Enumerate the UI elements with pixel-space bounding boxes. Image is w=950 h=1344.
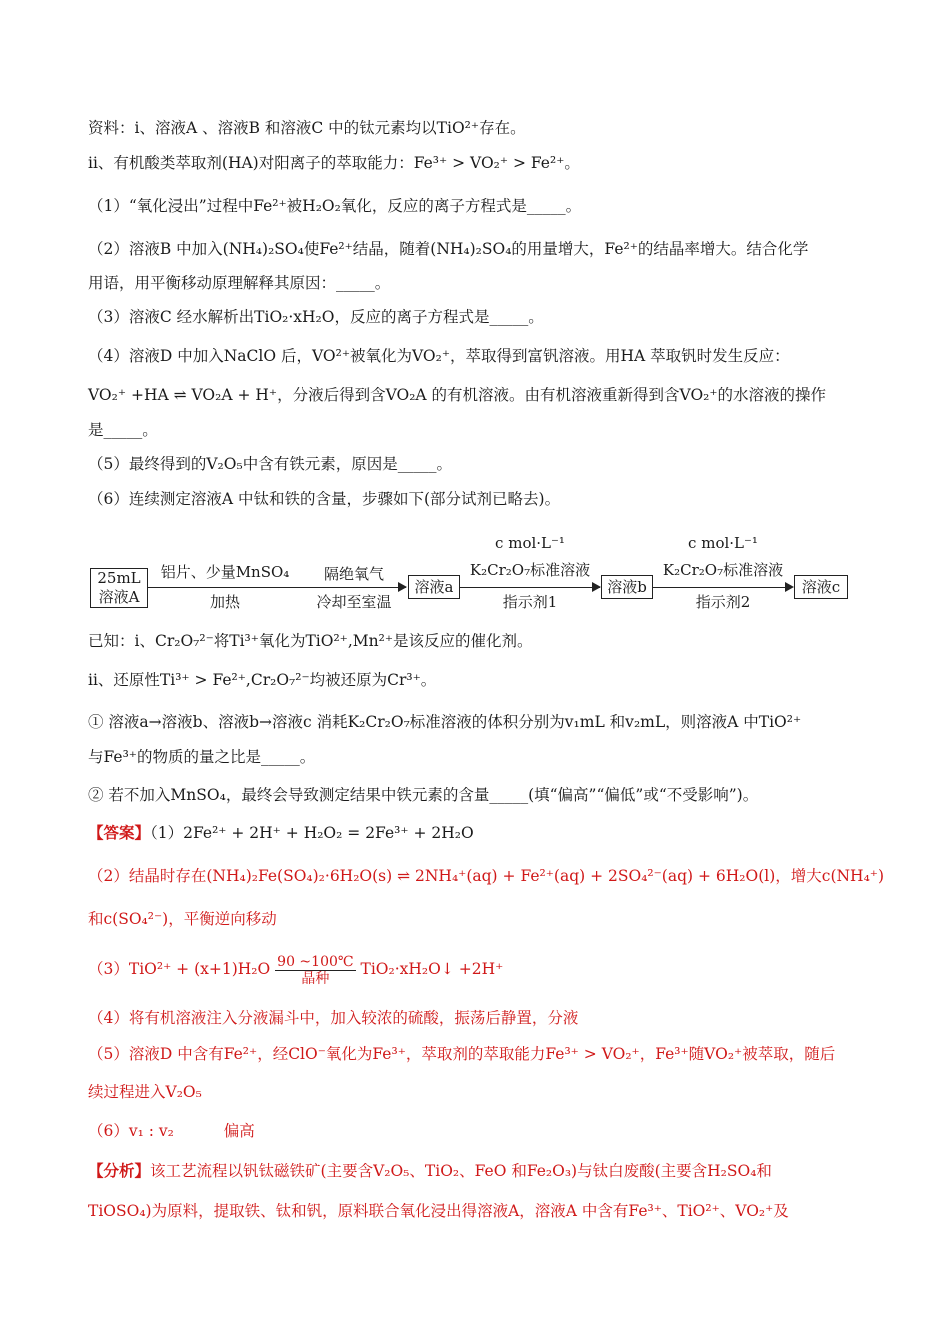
flow-label: 指示剂2	[695, 593, 751, 611]
answer-1: 【答案】（1）2Fe²⁺ + 2H⁺ + H₂O₂ = 2Fe³⁺ + 2H₂O	[88, 823, 474, 842]
flow-label: K₂Cr₂O₇标准溶液	[469, 561, 591, 579]
subquestion-1: ① 溶液a→溶液b、溶液b→溶液c 消耗K₂Cr₂O₇标准溶液的体积分别为v₁mL 和v₂mL，则溶液A 中TiO²⁺	[88, 713, 802, 731]
answer-4: （4）将有机溶液注入分液漏斗中，加入较浓的硫酸，振荡后静置，分液	[88, 1009, 579, 1027]
text-line: 资料：ⅰ、溶液A 、溶液B 和溶液C 中的钛元素均以TiO²⁺存在。	[88, 119, 526, 137]
flow-label: 加热	[209, 593, 240, 611]
flow-box-solution-a-lower: 溶液a	[408, 575, 460, 599]
text-line: 是_____。	[88, 421, 158, 439]
known-i: 已知：ⅰ、Cr₂O₇²⁻将Ti³⁺氧化为TiO²⁺,Mn²⁺是该反应的催化剂。	[88, 632, 533, 650]
flow-label: 铝片、少量MnSO₄	[160, 563, 290, 581]
flow-label: 冷却至室温	[316, 593, 392, 611]
flow-diagram	[88, 528, 868, 628]
flow-label: K₂Cr₂O₇标准溶液	[662, 561, 784, 579]
question-4: （4）溶液D 中加入NaClO 后，VO²⁺被氧化为VO₂⁺，萃取得到富钒溶液。用HA 萃取钒时发生反应：	[88, 347, 790, 365]
flow-label: 隔绝氧气	[323, 565, 384, 583]
flow-box-solution-a: 25mL 溶液A	[90, 568, 148, 608]
text-line: 用语，用平衡移动原理解释其原因：_____。	[88, 274, 391, 292]
text-line: 与Fe³⁺的物质的量之比是_____。	[88, 748, 316, 766]
flow-box-solution-b: 溶液b	[601, 575, 653, 599]
flow-arrow	[148, 587, 298, 588]
analysis-1: 【分析】该工艺流程以钒钛磁铁矿(主要含V₂O₅、TiO₂、FeO 和Fe₂O₃)与钛白废酸(主要含H₂SO₄和	[88, 1161, 772, 1180]
analysis-2: TiOSO₄)为原料，提取铁、钛和钒，原料联合氧化浸出得溶液A，溶液A 中含有Fe³⁺、TiO²⁺、VO₂⁺及	[88, 1202, 789, 1220]
subquestion-2: ② 若不加入MnSO₄，最终会导致测定结果中铁元素的含量_____(填“偏高”“偏低”或“不受影响”)。	[88, 786, 759, 804]
flow-arrow	[298, 587, 406, 588]
answer-tag: 【答案】	[88, 823, 151, 842]
flow-label: 指示剂1	[502, 593, 558, 611]
question-2: （2）溶液B 中加入(NH₄)₂SO₄使Fe²⁺结晶，随着(NH₄)₂SO₄的用量增大，Fe²⁺的结晶率增大。结合化学	[88, 240, 809, 258]
answer-5-cont: 续过程进入V₂O₅	[88, 1083, 202, 1101]
flow-box-solution-c: 溶液c	[794, 575, 848, 599]
flow-label-concentration: c mol·L⁻¹	[688, 534, 758, 552]
answer-5: （5）溶液D 中含有Fe²⁺，经ClO⁻氧化为Fe³⁺，萃取剂的萃取能力Fe³⁺ > VO₂⁺，Fe³⁺随VO₂⁺被萃取，随后	[88, 1045, 836, 1063]
answer-2-cont: 和c(SO₄²⁻)，平衡逆向移动	[88, 910, 277, 928]
reaction-condition: $\frac{90 \sim 100℃}{\text{晶种}}$	[277, 953, 354, 987]
answer-2: （2）结晶时存在(NH₄)₂Fe(SO₄)₂·6H₂O(s) ⇌ 2NH₄⁺(aq) + Fe²⁺(aq) + 2SO₄²⁻(aq) + 6H₂O(l)，增大c(NH₄⁺)	[88, 867, 885, 885]
text-line: ⅱ、有机酸类萃取剂(HA)对阳离子的萃取能力：Fe³⁺ > VO₂⁺ > Fe²⁺。	[88, 154, 580, 172]
question-5: （5）最终得到的V₂O₅中含有铁元素，原因是_____。	[88, 455, 452, 473]
question-6: （6）连续测定溶液A 中钛和铁的含量，步骤如下(部分试剂已略去)。	[88, 490, 561, 508]
answer-3: （3）TiO²⁺ + (x+1)H₂O $\frac{90 \sim 100℃}{\text{晶种}}$ TiO₂·xH₂O↓ +2H⁺	[88, 953, 504, 987]
question-1: （1）“氧化浸出”过程中Fe²⁺被H₂O₂氧化，反应的离子方程式是_____。	[88, 197, 582, 215]
question-3: （3）溶液C 经水解析出TiO₂·xH₂O，反应的离子方程式是_____。	[88, 308, 544, 326]
flow-arrow	[653, 587, 791, 588]
answer-6: （6）v₁ : v₂ 偏高	[88, 1122, 255, 1140]
flow-arrow	[460, 587, 600, 588]
flow-label-concentration: c mol·L⁻¹	[495, 534, 565, 552]
known-ii: ⅱ、还原性Ti³⁺ > Fe²⁺,Cr₂O₇²⁻均被还原为Cr³⁺。	[88, 671, 437, 689]
analysis-tag: 【分析】	[88, 1161, 151, 1180]
text-line: VO₂⁺ +HA ⇌ VO₂A + H⁺，分液后得到含VO₂A 的有机溶液。由有机溶液重新得到含VO₂⁺的水溶液的操作	[88, 386, 827, 404]
